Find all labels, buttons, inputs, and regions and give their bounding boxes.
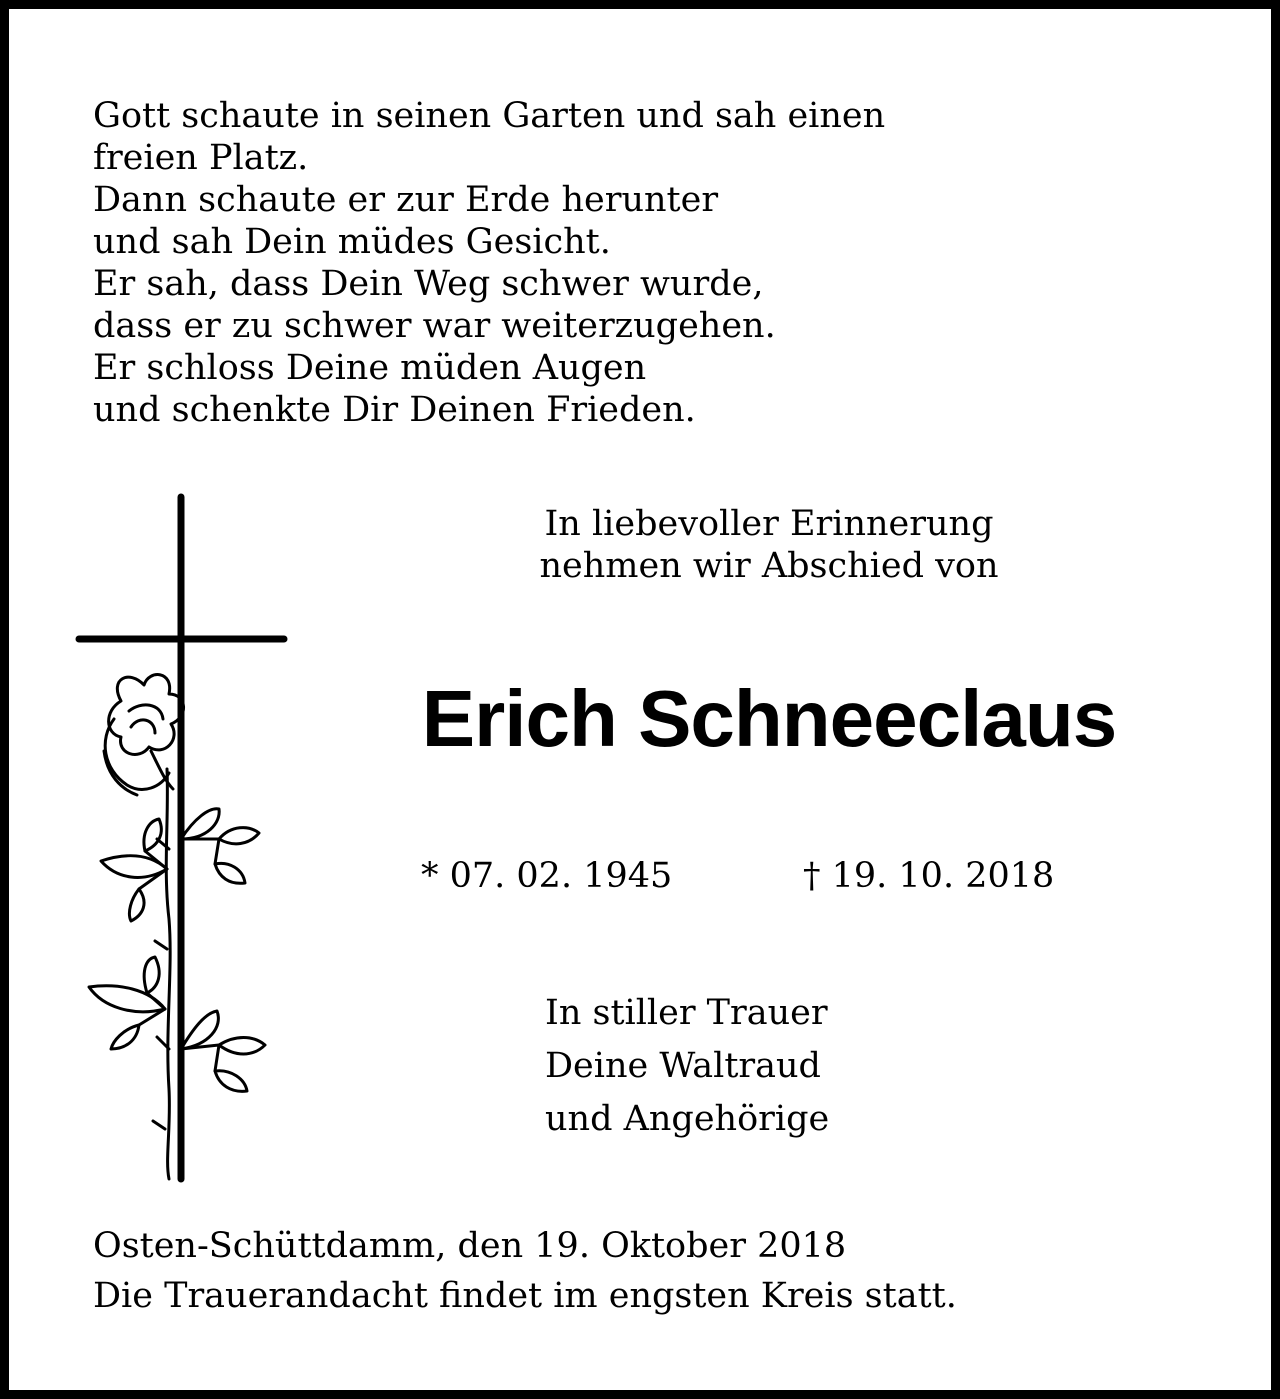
birth-date: * 07. 02. 1945 xyxy=(421,856,673,896)
deceased-name: Erich Schneeclaus xyxy=(421,674,1117,763)
death-date: † 19. 10. 2018 xyxy=(803,856,1055,896)
mourners-line: und Angehörige xyxy=(545,1099,830,1139)
intro-text xyxy=(429,503,1109,587)
poem-line: Gott schaute in seinen Garten und sah einen xyxy=(93,96,886,136)
poem-line: Er schloss Deine müden Augen xyxy=(93,348,647,388)
footer xyxy=(93,1221,957,1321)
poem-line: dass er zu schwer war weiterzugehen. xyxy=(93,306,776,346)
poem xyxy=(93,95,885,431)
intro-line: In liebevoller Erinnerung xyxy=(544,504,994,544)
intro-line: nehmen wir Abschied von xyxy=(539,546,999,586)
poem-line: und sah Dein müdes Gesicht. xyxy=(93,222,611,262)
place-date: Osten-Schüttdamm, den 19. Oktober 2018 xyxy=(93,1226,847,1266)
service-note: Die Trauerandacht findet im engsten Kreis statt. xyxy=(93,1276,957,1316)
poem-line: freien Platz. xyxy=(93,138,309,178)
cross-with-rose-icon xyxy=(69,489,299,1189)
poem-line: und schenkte Dir Deinen Frieden. xyxy=(93,390,696,430)
mourners-line: Deine Waltraud xyxy=(545,1046,821,1086)
mourners xyxy=(545,987,829,1146)
poem-line: Er sah, dass Dein Weg schwer wurde, xyxy=(93,264,764,304)
poem-line: Dann schaute er zur Erde herunter xyxy=(93,180,719,220)
mourners-line: In stiller Trauer xyxy=(545,993,828,1033)
